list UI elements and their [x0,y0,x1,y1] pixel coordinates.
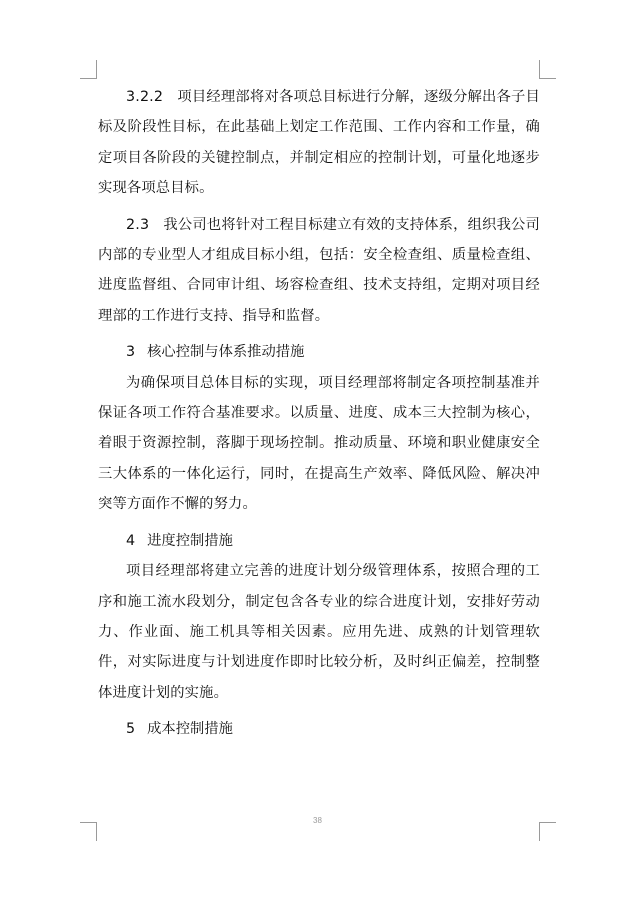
section-4-body: 项目经理部将建立完善的进度计划分级管理体系，按照合理的工序和施工流水段划分，制定包含各专业的综合进度计划，安排好劳动力、作业面、施工机具等相关因素。应用先进、成熟的计划管理软件，对实际进度与计划进度作即时比较分析，及时纠正偏差，控制整体进度计划的实施。 [98,563,540,701]
paragraph-text: 我公司也将针对工程目标建立有效的支持体系，组织我公司内部的专业型人才组成目标小组，包括：安全检查组、质量检查组、进度监督组、合同审计组、场容检查组、技术支持组，定期对项目经理部的工作进行支持、指导和监督。 [98,216,540,324]
paragraph-3-2-2 [98,82,540,204]
section-heading-3 [98,337,540,367]
section-heading-5 [98,714,540,744]
section-title: 成本控制措施 [147,721,233,738]
paragraph-number: 3.2.2 [126,89,164,105]
section-3-body: 为确保项目总体目标的实现，项目经理部将制定各项控制基准并保证各项工作符合基准要求。以质量、进度、成本三大控制为核心，着眼于资源控制，落脚于现场控制。推动质量、环境和职业健康安全三大体系的一体化运行，同时，在提高生产效率、降低风险、解决冲突等方面作不懈的努力。 [98,374,540,513]
section-heading-4 [98,526,540,556]
section-number: 3 [126,344,136,361]
paragraph-number: 2.3 [126,216,150,233]
section-number: 4 [126,532,136,549]
section-title: 核心控制与体系推动措施 [147,344,305,361]
page-content [98,82,540,745]
page-number: 38 [313,816,322,825]
section-title: 进度控制措施 [147,532,233,549]
paragraph-text: 项目经理部将对各项总目标进行分解，逐级分解出各子目标及阶段性目标，在此基础上划定工作范围、工作内容和工作量，确定项目各阶段的关键控制点，并制定相应的控制计划，可量化地逐步实现各项总目标。 [98,89,540,197]
crop-mark-top-right [539,60,556,79]
crop-mark-top-left [80,60,97,79]
paragraph-2-3 [98,210,540,332]
section-number: 5 [126,721,136,738]
